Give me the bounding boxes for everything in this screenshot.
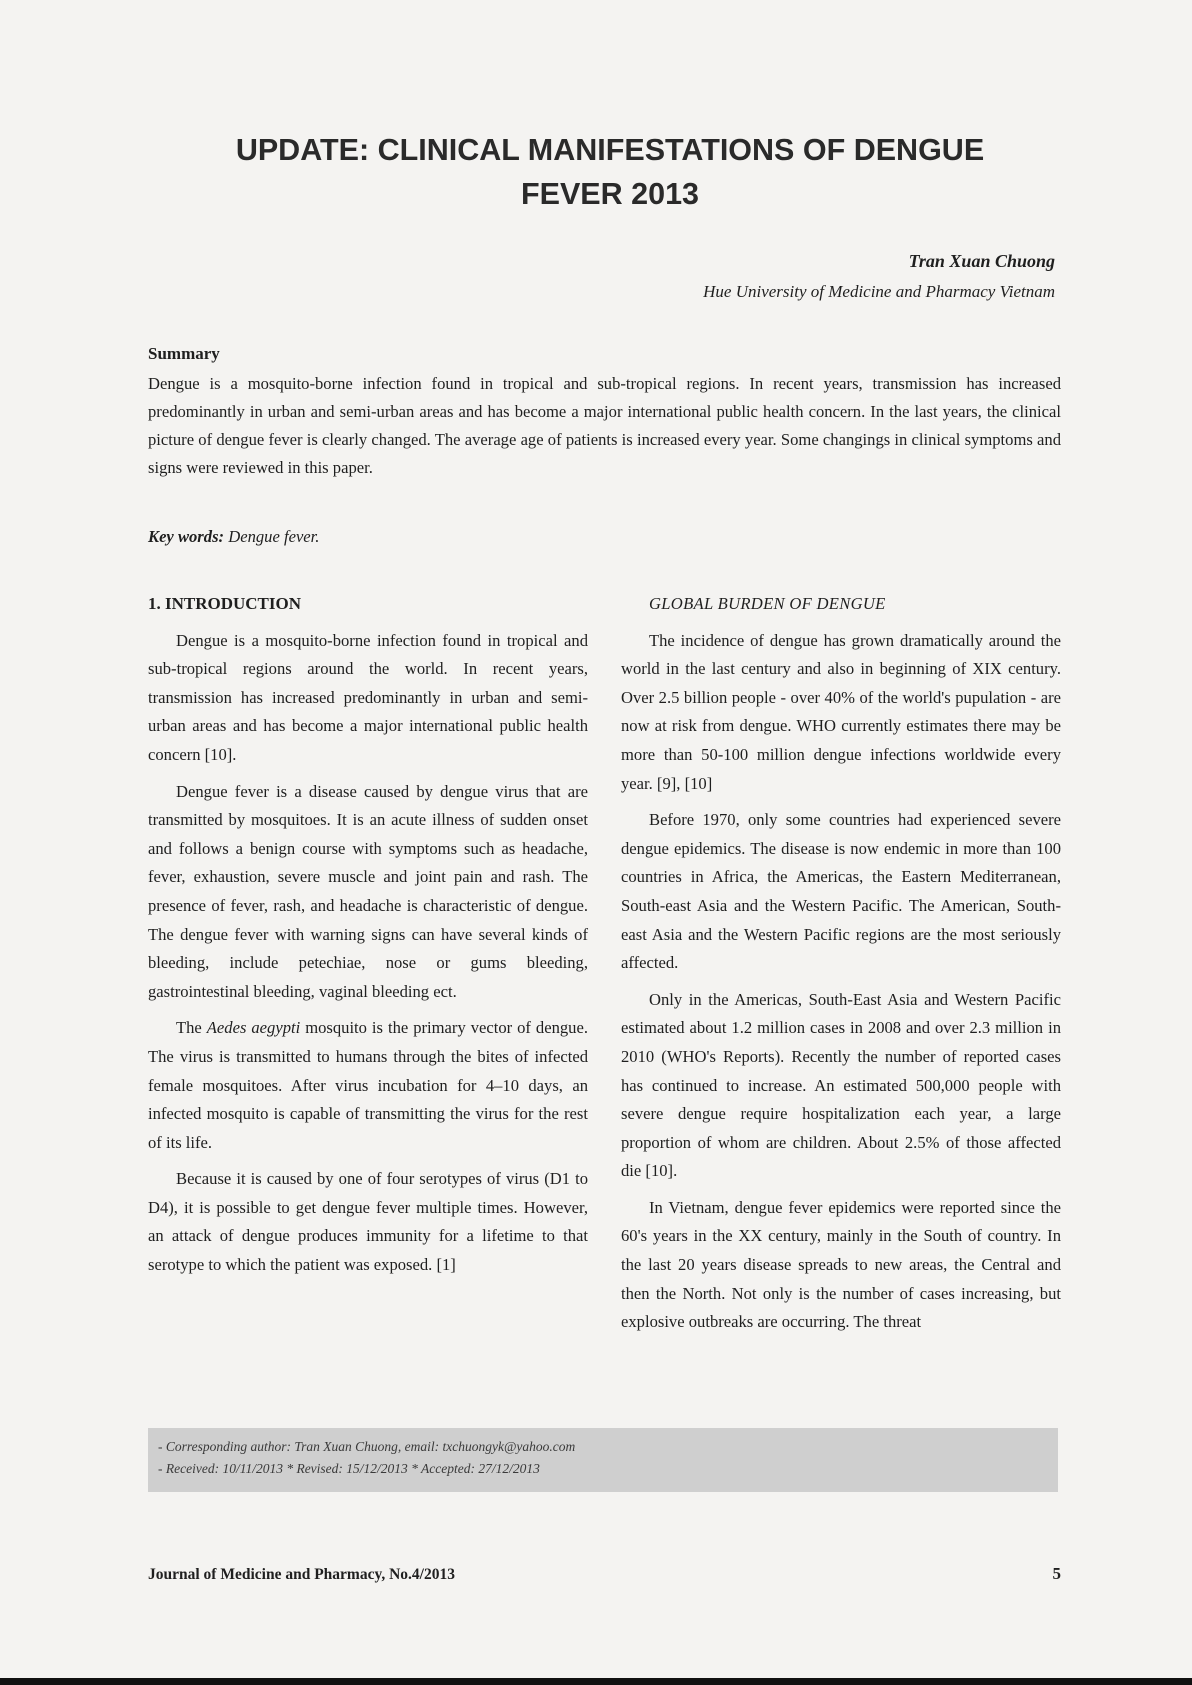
intro-p3-start: The xyxy=(176,1018,207,1038)
right-column xyxy=(621,590,1061,1337)
burden-paragraph-3: Only in the Americas, South-East Asia and Western Pacific estimated about 1.2 million cases in 2008 and over 2.3 million in 2010 (WHO's Reports). Recently the number of reported cases has continued to increase. An estimated 500,000 people with severe dengue require hospitalization each year, a large proportion of whom are children. About 2.5% of those affected die [10]. xyxy=(621,989,1061,1181)
author-affiliation: Hue University of Medicine and Pharmacy Vietnam xyxy=(703,282,1055,301)
keywords-value: Dengue fever. xyxy=(228,527,320,546)
burden-paragraph-4: In Vietnam, dengue fever epidemics were reported since the 60's years in the XX century, mainly in the South of country. In the last 20 years disease spreads to new areas, the Central and then the North. Not only is the number of cases increasing, but explosive outbreaks are occurring. The threat xyxy=(621,1197,1061,1332)
footnote-line-2: - Received: 10/11/2013 * Revised: 15/12/2013 * Accepted: 27/12/2013 xyxy=(158,1461,540,1476)
footnote-line-1: - Corresponding author: Tran Xuan Chuong, email: txchuongyk@yahoo.com xyxy=(158,1439,576,1454)
keywords xyxy=(148,527,319,547)
page-number: 5 xyxy=(1052,1564,1061,1583)
introduction-heading: 1. INTRODUCTION xyxy=(148,594,302,613)
title-line-2: FEVER 2013 xyxy=(520,177,699,211)
intro-paragraph-2: Dengue fever is a disease caused by dengue virus that are transmitted by mosquitoes. It is an acute illness of sudden onset and follows a benign course with symptoms such as headache, fever, exhaustion, severe muscle and joint pain and rash. The presence of fever, rash, and headache is characteristic of dengue. The dengue fever with warning signs can have several kinds of bleeding, include petechiae, nose or gums bleeding, gastrointestinal bleeding, vaginal bleeding ect. xyxy=(148,781,588,1001)
intro-paragraph-1: Dengue is a mosquito-borne infection found in tropical and sub-tropical regions around the world. In recent years, transmission has increased predominantly in urban and semi-urban areas and has become a major international public health concern [10]. xyxy=(148,630,588,764)
scan-bottom-edge xyxy=(0,1678,1192,1685)
summary-heading: Summary xyxy=(148,344,220,363)
burden-paragraph-1: The incidence of dengue has grown dramatically around the world in the last century and also in beginning of XIX century. Over 2.5 billion people - over 40% of the world's pupulation - are now at risk from dengue. WHO currently estimates there may be more than 50-100 million dengue infections worldwide every year. [9], [10] xyxy=(621,630,1061,793)
keywords-label: Key words: xyxy=(148,527,225,546)
paper-title xyxy=(150,128,1070,216)
burden-paragraph-2: Before 1970, only some countries had experienced severe dengue epidemics. The disease is now endemic in more than 100 countries in Africa, the Americas, the Eastern Mediterranean, South-east Asia and the Western Pacific. The American, South-east Asia and the Western Pacific regions are the most seriously affected. xyxy=(621,810,1061,973)
species-name: Aedes aegypti xyxy=(206,1018,301,1038)
corresponding-author-footnote xyxy=(148,1428,1058,1492)
intro-p3-rest: mosquito is the primary vector of dengue. The virus is transmitted to humans through the bites of infected female mosquitoes. After virus incubation for 4–10 days, an infected mosquito is capable of transmitting the virus for the rest of its life. xyxy=(148,1018,588,1152)
summary-text: Dengue is a mosquito-borne infection found in tropical and sub-tropical regions. In recent years, transmission has increased predominantly in urban and semi-urban areas and has become a major international public health concern. In the last years, the clinical picture of dengue fever is clearly changed. The average age of patients is increased every year. Some changings in clinical symptoms and signs were reviewed in this paper. xyxy=(148,374,1061,477)
author-name: Tran Xuan Chuong xyxy=(908,251,1055,271)
left-column xyxy=(148,590,588,1280)
global-burden-heading: GLOBAL BURDEN OF DENGUE xyxy=(649,594,886,613)
intro-paragraph-4: Because it is caused by one of four serotypes of virus (D1 to D4), it is possible to get dengue fever multiple times. However, an attack of dengue produces immunity for a lifetime to that serotype to which the patient was exposed. [1] xyxy=(148,1169,588,1275)
title-line-1: UPDATE: CLINICAL MANIFESTATIONS OF DENGUE xyxy=(235,133,985,167)
journal-footer: Journal of Medicine and Pharmacy, No.4/2013 xyxy=(148,1566,455,1583)
intro-paragraph-3 xyxy=(148,1014,588,1157)
